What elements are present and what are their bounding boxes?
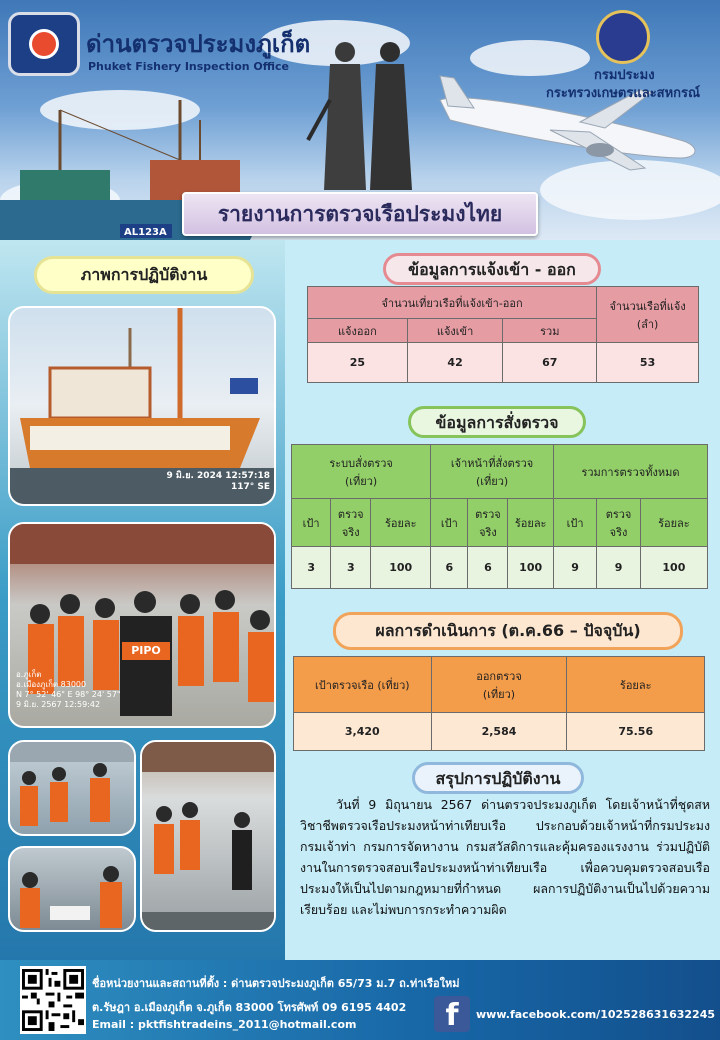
inspection-col-target: เป้า	[292, 499, 331, 547]
system-percent-value: 100	[371, 547, 431, 589]
total-actual-value: 9	[597, 547, 640, 589]
officer-target-value: 6	[431, 547, 468, 589]
facebook-icon[interactable]: f	[434, 996, 470, 1032]
inspection-col-percent: ร้อยละ	[371, 499, 431, 547]
notice-col-total: รวม	[503, 319, 597, 343]
photo-timestamp-direction: 117° SE	[230, 482, 270, 492]
summary-paragraph: วันที่ 9 มิถุนายน 2567 ด่านตรวจประมงภูเก็ต โดยเจ้าหน้าที่ชุดสหวิชาชีพตรวจเรือประมงหน้าท่าเทียบเรือ ประกอบด้วยเจ้าหน้าที่กรมประมง กรมเจ้าท่า กรมการจัดหางาน กรมสวัสดิการและคุ้มครองแรงงาน ร่วมปฏิบัติงานในการตรวจสอบเรือประมงหน้าท่าเทียบเรือ เพื่อควบคุมตรวจสอบเรือประมงให้เป็นไปตามกฎหมายที่กำหนด ผลการปฏิบัติงานเป็นไปด้วยความเรียบร้อย และไม่พบการกระทำความผิด	[300, 797, 710, 917]
officer-actual-value: 6	[468, 547, 508, 589]
pier-team-photo	[140, 740, 276, 932]
boat-inspection-photo	[8, 306, 276, 506]
notice-header-trips: จำนวนเที่ยวเรือที่แจ้งเข้า-ออก	[308, 287, 597, 319]
results-inspected-value: 2,584	[431, 713, 567, 751]
notice-header-boats: จำนวนเรือที่แจ้ง (ลำ)	[597, 287, 699, 343]
photo-caption-line: N 7° 52' 46" E 98° 24' 57"	[16, 690, 121, 699]
notice-value-boats: 53	[597, 343, 699, 383]
summary-section-title: สรุปการปฏิบัติงาน	[412, 762, 584, 794]
total-percent-value: 100	[640, 547, 707, 589]
system-actual-value: 3	[331, 547, 371, 589]
report-title: รายงานการตรวจเรือประมงไทย	[182, 192, 538, 236]
office-name-english: Phuket Fishery Inspection Office	[88, 60, 290, 73]
crew-interview-illustration	[10, 848, 136, 932]
department-name: กรมประมง	[594, 68, 655, 83]
system-target-value: 3	[292, 547, 331, 589]
crew-interview-photo	[8, 846, 136, 932]
inspection-group-total: รวมการตรวจทั้งหมด	[553, 445, 707, 499]
footer-address-line2: ต.รัษฎา อ.เมืองภูเก็ต จ.ภูเก็ต 83000 โทรศัพท์ 09 6195 4402	[92, 1001, 407, 1014]
results-percent-value: 75.56	[567, 713, 705, 751]
document-check-illustration	[10, 742, 136, 836]
lifebuoy-icon	[29, 29, 59, 59]
results-col-percent: ร้อยละ	[567, 657, 705, 713]
department-seal-icon	[596, 10, 650, 64]
inspection-col-actual: ตรวจจริง	[331, 499, 371, 547]
document-check-photo	[8, 740, 136, 836]
results-target-value: 3,420	[294, 713, 432, 751]
photo-timestamp-date: 9 มิ.ย. 2024 12:57:18	[166, 471, 270, 481]
notice-col-out: แจ้งออก	[308, 319, 408, 343]
photo-section-title: ภาพการปฏิบัติงาน	[34, 256, 254, 294]
total-target-value: 9	[553, 547, 596, 589]
pipo-badge: PIPO	[122, 642, 170, 660]
results-section-title: ผลการดำเนินการ (ต.ค.66 – ปัจจุบัน)	[333, 612, 683, 650]
ministry-name: กระทรวงเกษตรและสหกรณ์	[546, 86, 701, 101]
inspection-group-officer: เจ้าหน้าที่สั่งตรวจ (เที่ยว)	[431, 445, 554, 499]
team-briefing-photo	[8, 522, 276, 728]
footer-address-line1: ชื่อหน่วยงานและสถานที่ตั้ง : ด่านตรวจประมงภูเก็ต 65/73 ม.7 ถ.ท่าเรือใหม่	[92, 977, 460, 990]
footer-email[interactable]: Email : pktfishtradeins_2011@hotmail.com	[92, 1018, 357, 1031]
photo-caption-line: 9 มิ.ย. 2567 12:59:42	[16, 700, 101, 709]
notice-value-total: 67	[503, 343, 597, 383]
officer-percent-value: 100	[508, 547, 553, 589]
inspection-col-actual: ตรวจจริง	[597, 499, 640, 547]
inspection-col-percent: ร้อยละ	[508, 499, 553, 547]
photo-caption-line: อ.เมืองภูเก็ต 83000	[16, 680, 87, 689]
results-table	[293, 656, 705, 751]
fishery-inspection-logo	[8, 12, 80, 76]
inspection-col-actual: ตรวจจริง	[468, 499, 508, 547]
photo-timestamp	[160, 468, 270, 492]
office-name-thai: ด่านตรวจประมงภูเก็ต	[86, 30, 311, 58]
notice-table	[307, 286, 699, 383]
heroines-monument-illustration	[300, 40, 430, 190]
inspection-col-target: เป้า	[431, 499, 468, 547]
notice-value-in: 42	[407, 343, 503, 383]
results-col-inspected: ออกตรวจ (เที่ยว)	[431, 657, 567, 713]
inspection-col-target: เป้า	[553, 499, 596, 547]
boat-code-label: AL123A	[124, 227, 167, 238]
notice-section-title: ข้อมูลการแจ้งเข้า - ออก	[383, 253, 601, 285]
inspection-group-system: ระบบสั่งตรวจ (เที่ยว)	[292, 445, 431, 499]
photo-location-caption	[16, 670, 121, 710]
qr-code-icon	[20, 966, 86, 1034]
inspection-table	[291, 444, 708, 589]
inspection-section-title: ข้อมูลการสั่งตรวจ	[408, 406, 586, 438]
results-col-target: เป้าตรวจเรือ (เที่ยว)	[294, 657, 432, 713]
photo-caption-line: อ.ภูเก็ต	[16, 670, 42, 679]
inspection-col-percent: ร้อยละ	[640, 499, 707, 547]
pier-team-illustration	[142, 742, 276, 932]
facebook-link[interactable]: www.facebook.com/102528631632245	[476, 1008, 715, 1021]
notice-value-out: 25	[308, 343, 408, 383]
notice-col-in: แจ้งเข้า	[407, 319, 503, 343]
